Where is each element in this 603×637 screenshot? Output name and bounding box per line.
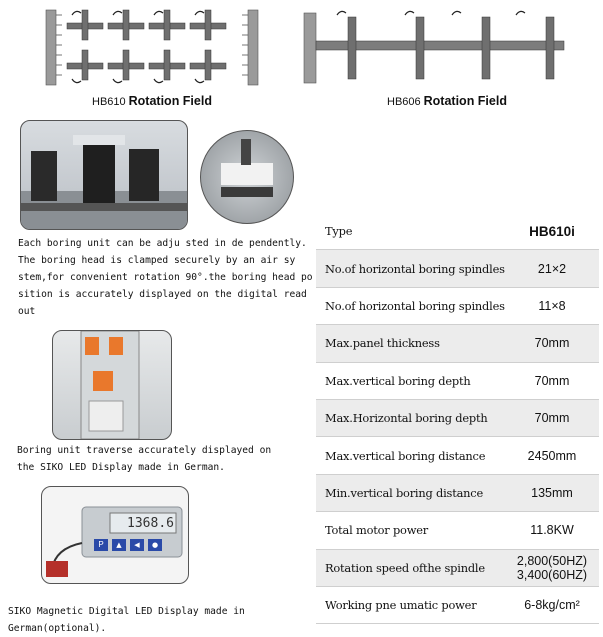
spec-value: 70mm <box>505 362 599 399</box>
hb610-rotation-diagram <box>42 5 267 90</box>
spec-value: 21×2 <box>505 250 599 287</box>
siko-description: SIKO Magnetic Digital LED Display made in German(optional). <box>8 606 245 634</box>
spec-row <box>316 399 599 436</box>
hb606-caption: HB606 Rotation Field <box>387 94 507 108</box>
spec-row <box>316 325 599 362</box>
spec-label: No.of horizontal boring spindles <box>316 287 505 324</box>
led-button-left: ◀ <box>134 541 140 549</box>
spec-row <box>316 437 599 474</box>
spec-row <box>316 512 599 549</box>
spec-row-type <box>316 213 599 250</box>
spec-value: HB610i <box>505 213 599 250</box>
spec-row <box>316 250 599 287</box>
siko-traverse-photo <box>52 330 172 440</box>
spec-label: Max.panel thickness <box>316 325 505 362</box>
spec-label: Max.vertical boring depth <box>316 362 505 399</box>
spec-label: No.of horizontal boring spindles <box>316 250 505 287</box>
spec-value: 2,800(50HZ) 3,400(60HZ) <box>505 549 599 586</box>
boring-unit-description: Each boring unit can be adju sted in de pendently. The boring head is clamped securely by an air sy stem,for convenient rotation 90°.the boring head po sition is accurately displayed on the digital read out <box>18 238 313 317</box>
led-button-p: P <box>98 540 104 549</box>
hb606-rotation-diagram <box>300 5 570 90</box>
spec-row <box>316 474 599 511</box>
spec-row <box>316 549 599 586</box>
led-button-up: ▲ <box>116 541 122 549</box>
spec-label: Max.Horizontal boring depth <box>316 399 505 436</box>
spec-value: 11.8KW <box>505 512 599 549</box>
spec-label: Type <box>316 213 505 250</box>
spec-row <box>316 287 599 324</box>
spec-value: 11×8 <box>505 287 599 324</box>
spec-label: Min.vertical boring distance <box>316 474 505 511</box>
spec-label: Working pne umatic power <box>316 586 505 623</box>
spec-value: 6-8kg/cm² <box>505 586 599 623</box>
spec-value: 70mm <box>505 399 599 436</box>
siko-led-display-photo <box>41 486 189 584</box>
spec-label: Max.vertical boring distance <box>316 437 505 474</box>
traverse-description: Boring unit traverse accurately displayed on the SIKO LED Display made in German. <box>17 445 272 473</box>
spec-value: 70mm <box>505 325 599 362</box>
led-button-set: ● <box>151 541 159 549</box>
spec-value: 2450mm <box>505 437 599 474</box>
boring-head-closeup-photo <box>200 130 294 224</box>
spec-table <box>316 213 599 624</box>
boring-unit-photo <box>20 120 188 230</box>
hb610-caption: HB610 Rotation Field <box>92 94 212 108</box>
spec-value: 135mm <box>505 474 599 511</box>
led-readout: 1368.6 <box>127 516 174 531</box>
spec-row <box>316 586 599 623</box>
spec-label: Rotation speed ofthe spindle <box>316 549 505 586</box>
spec-label: Total motor power <box>316 512 505 549</box>
spec-row <box>316 362 599 399</box>
